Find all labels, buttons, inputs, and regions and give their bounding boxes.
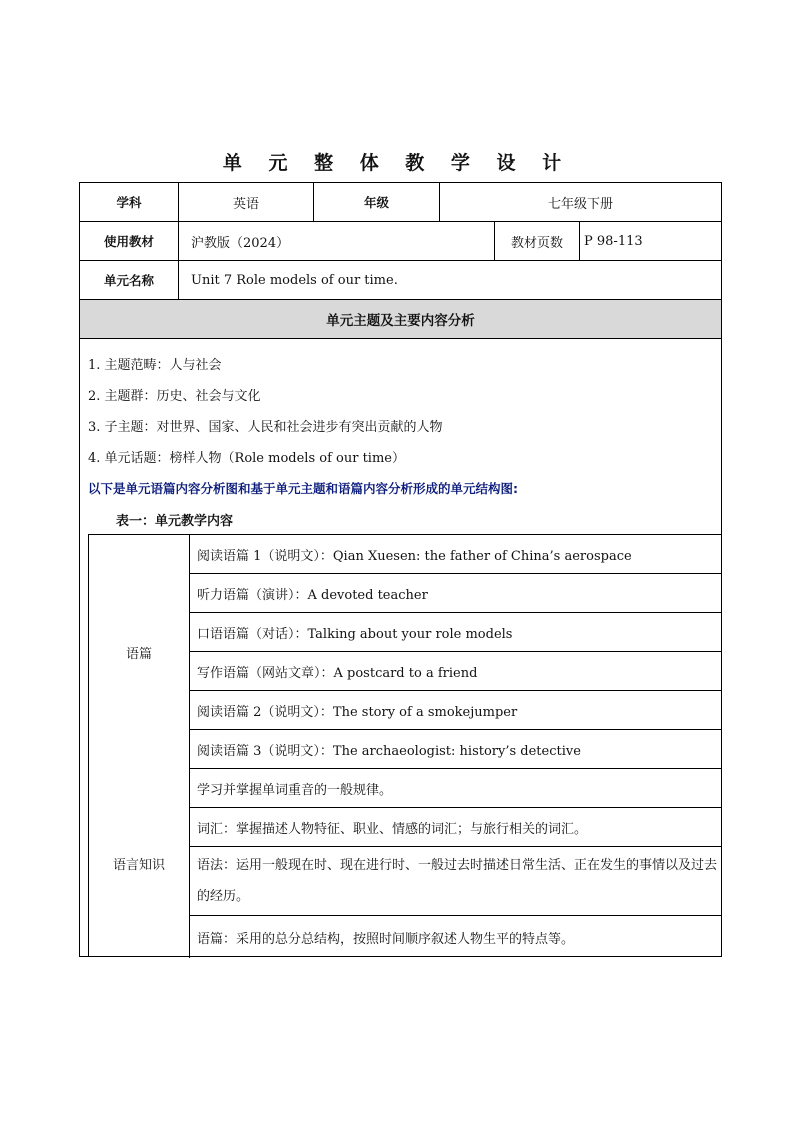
topic-item-3: 3. 子主题：对世界、国家、人民和社会进步有突出贡献的人物 xyxy=(88,420,443,435)
topic-item-1: 1. 主题范畴：人与社会 xyxy=(88,358,222,373)
textbook-label: 使用教材 xyxy=(103,234,154,249)
language-row-3: 语法：运用一般现在时、现在进行时、一般过去时描述日常生活、正在发生的事情以及过去的经历。 xyxy=(190,847,722,916)
text-row-2: 听力语篇（演讲）：A devoted teacher xyxy=(190,574,722,613)
unit-value: Unit 7 Role models of our time. xyxy=(178,261,721,299)
language-row-2: 词汇：掌握描述人物特征、职业、情感的词汇；与旅行相关的词汇。 xyxy=(190,808,722,847)
texts-group-label: 语篇 xyxy=(89,535,190,769)
unit-label: 单元名称 xyxy=(103,273,154,288)
teaching-content-table xyxy=(88,534,722,957)
language-row-4: 语篇：采用的总分总结构，按照时间顺序叙述人物生平的特点等。 xyxy=(197,931,575,947)
grade-label: 年级 xyxy=(313,183,439,221)
grade-value: 七年级下册 xyxy=(439,183,721,221)
subject-value: 英语 xyxy=(178,183,313,221)
subject-row xyxy=(80,183,721,222)
text-row-6: 阅读语篇 3（说明文）：The archaeologist: history’s detective xyxy=(190,730,722,769)
topic-item-2: 2. 主题群：历史、社会与文化 xyxy=(88,389,261,404)
language-row-1: 学习并掌握单词重音的一般规律。 xyxy=(190,769,722,808)
subject-label: 学科 xyxy=(116,195,142,210)
text-row-4: 写作语篇（网站文章）：A postcard to a friend xyxy=(190,652,722,691)
analysis-note: 以下是单元语篇内容分析图和基于单元主题和语篇内容分析形成的单元结构图: xyxy=(88,481,519,496)
text-row-1: 阅读语篇 1（说明文）：Qian Xuesen: the father of China’s aerospace xyxy=(190,535,722,574)
textbook-row xyxy=(80,222,721,261)
section-heading-row xyxy=(80,300,721,339)
text-row-3: 口语语篇（对话）：Talking about your role models xyxy=(190,613,722,652)
text-row-5: 阅读语篇 2（说明文）：The story of a smokejumper xyxy=(190,691,722,730)
lesson-design-table xyxy=(79,182,722,957)
textbook-value: 沪教版（2024） xyxy=(178,222,494,260)
topic-item-4: 4. 单元话题：榜样人物（Role models of our time） xyxy=(88,451,405,466)
pages-label: 教材页数 xyxy=(494,222,579,260)
section-heading: 单元主题及主要内容分析 xyxy=(326,313,475,329)
language-group-label: 语言知识 xyxy=(89,769,190,958)
table-caption: 表一：单元教学内容 xyxy=(116,514,234,529)
page-title: 单 元 整 体 教 学 设 计 xyxy=(222,152,572,174)
pages-value: P 98-113 xyxy=(579,222,721,260)
unit-row xyxy=(80,261,721,300)
